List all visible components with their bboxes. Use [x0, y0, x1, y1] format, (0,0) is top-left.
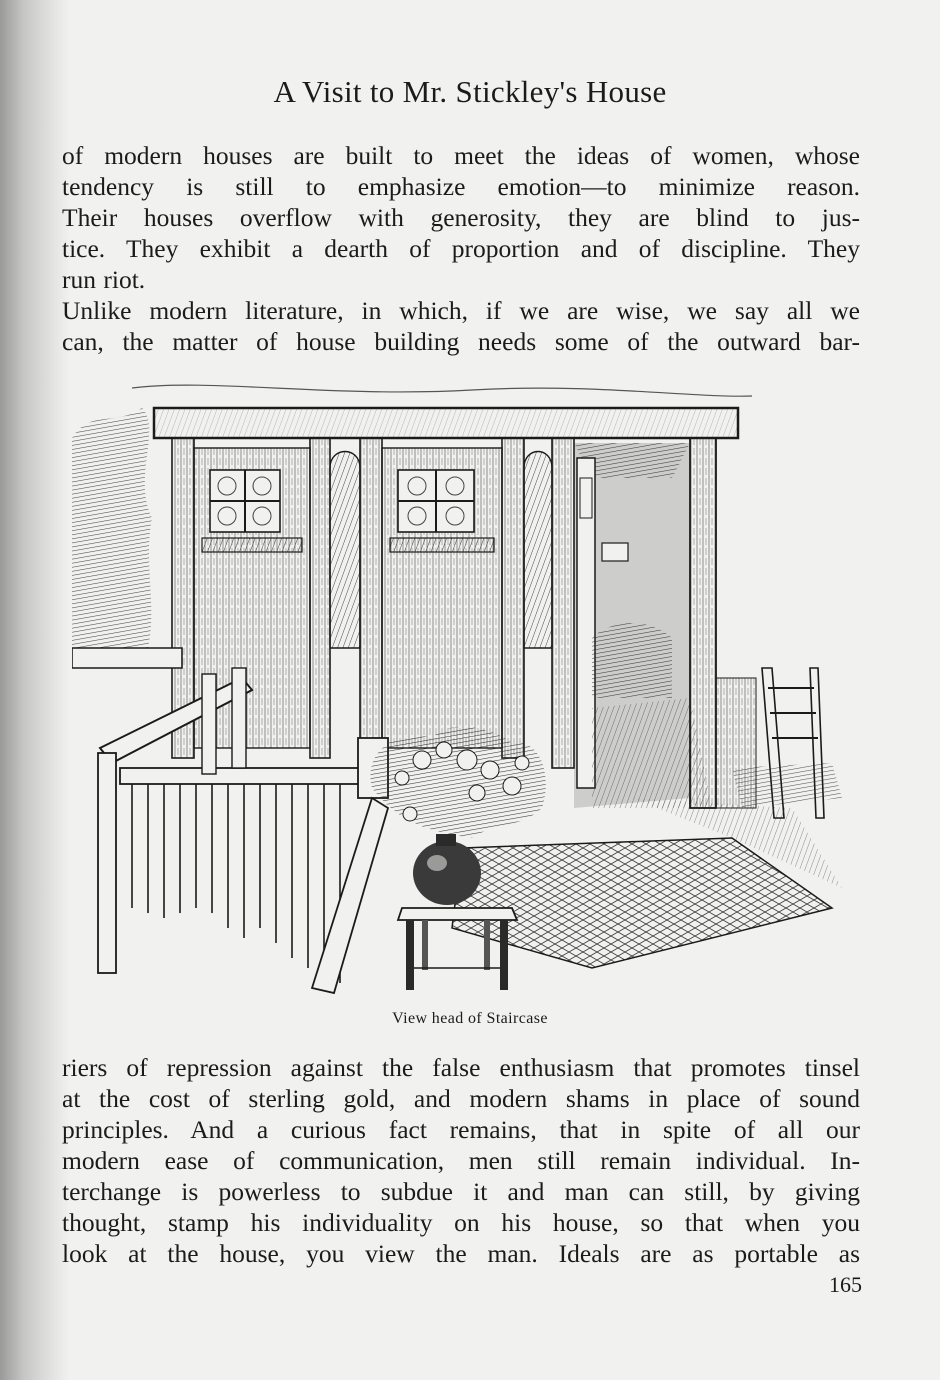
- engraving-drawing: [72, 368, 854, 998]
- staircase-illustration: [72, 368, 854, 998]
- text-line: modern ease of communication, men still remain individual. In-: [62, 1146, 860, 1175]
- text-line: terchange is powerless to subdue it and man can still, by giving: [62, 1177, 860, 1206]
- text-line: tendency is still to emphasize emotion—to minimize reason.: [62, 172, 860, 201]
- running-head: A Visit to Mr. Stickley's House: [273, 74, 667, 109]
- paragraph-bottom: [62, 1052, 860, 1269]
- paragraph-top: [62, 140, 860, 357]
- text-line: riers of repression against the false enthusiasm that promotes tinsel: [62, 1053, 860, 1082]
- text-line: tice. They exhibit a dearth of proportion and of discipline. They: [62, 234, 860, 263]
- text-line: of modern houses are built to meet the ideas of women, whose: [62, 141, 860, 170]
- text-line: principles. And a curious fact remains, that in spite of all our: [62, 1115, 860, 1144]
- figure-caption: View head of Staircase: [392, 1010, 548, 1027]
- page-number: 165: [829, 1272, 862, 1297]
- text-line: can, the matter of house building needs some of the outward bar-: [62, 327, 860, 356]
- text-line: Unlike modern literature, in which, if we are wise, we say all we: [62, 296, 860, 325]
- text-line: run riot.: [62, 265, 146, 294]
- text-line: look at the house, you view the man. Ideals are as portable as: [62, 1239, 860, 1268]
- text-line: Their houses overflow with generosity, they are blind to jus-: [62, 203, 860, 232]
- text-line: thought, stamp his individuality on his house, so that when you: [62, 1208, 860, 1237]
- text-line: at the cost of sterling gold, and modern shams in place of sound: [62, 1084, 860, 1113]
